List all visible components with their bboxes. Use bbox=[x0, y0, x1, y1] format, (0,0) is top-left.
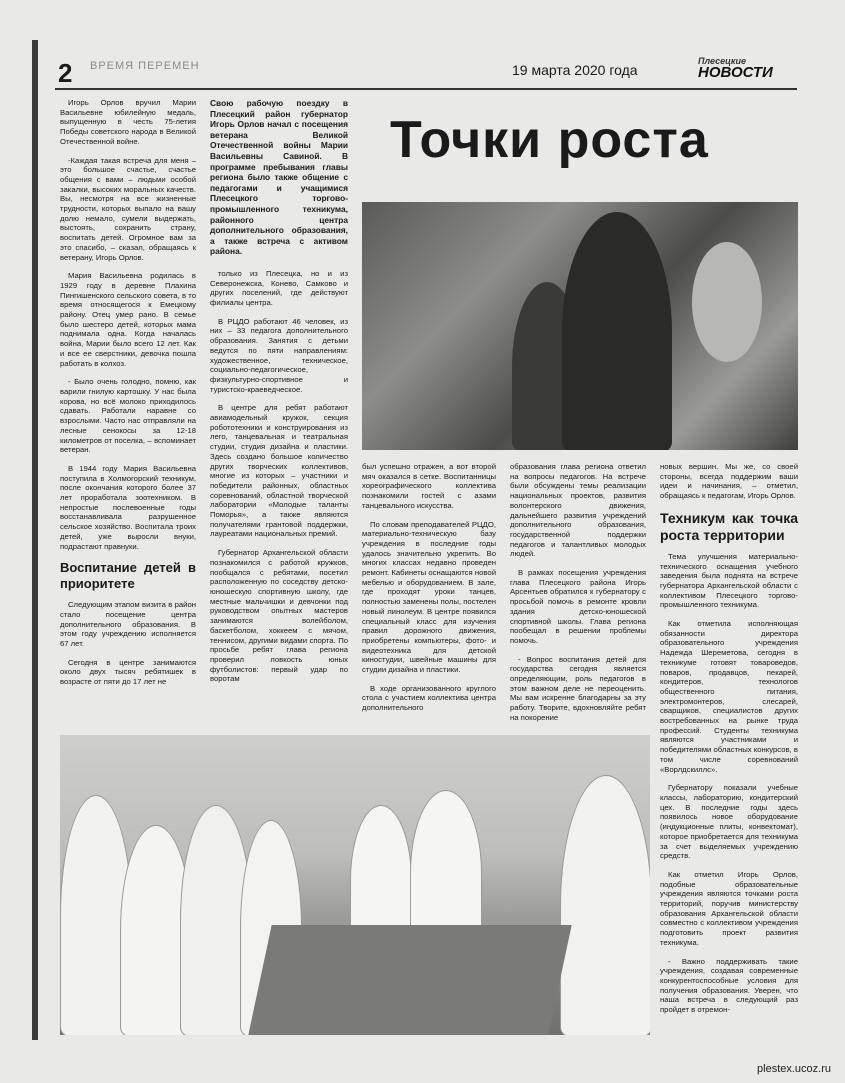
col3-paragraph: В ходе организованного круглого стола с участием коллектива центра дополнительного bbox=[362, 683, 496, 713]
faded-section-heading: ВРЕМЯ ПЕРЕМЕН bbox=[90, 60, 200, 72]
site-watermark: plestex.ucoz.ru bbox=[757, 1063, 831, 1075]
col2-paragraph: только из Плесецка, но и из Северонежска, Конево, Самково и других поселений, где действуют филиалы центра. bbox=[210, 268, 348, 308]
col2-paragraph: Губернатор Архангельской области познакомился с работой кружков, пообщался с ребятами, посетил расположенную по соседству детско-юношескую спортивную школу, где местные мальчишки и девчонки под руководством опытных мастеров занимаются волейболом, баскетболом, хоккеем с мячом, теннисом, другими видами спорта. По просьбе ребят глава региона проверил ловкость юных футболистов: первый удар по воротам bbox=[210, 548, 348, 684]
column-3 bbox=[362, 462, 496, 722]
cook-figure bbox=[560, 775, 650, 1035]
col2-paragraph: В РЦДО работают 46 человек, из них – 33 педагога дополнительного образования. Занятия с детьми ведутся по пяти направлениям: художественное, техническое, социально-педагогическое, физкультурно-спортивное и туристско-краеведческое. bbox=[210, 316, 348, 394]
col5-paragraph: Губернатору показали учебные классы, лабораторию, кондитерский цех. В последние годы здесь появилось новое оборудование (индукционные плиты, конвектомат), которое приобретается для техникума за счет выделяемых учреждению средств. bbox=[660, 783, 798, 861]
subhead-technikum: Техникум как точка роста территории bbox=[660, 509, 798, 543]
col5-paragraph: Как отметила исполняющая обязанности директора образовательного учреждения Надежда Шереметова, сегодня в техникуме готовят товароведов, поваров, продавцов, пекарей, кондитеров, технологов общественного питания, электромонтеров, слесарей, сварщиков, специалистов других востребованных на рынке труда профессий. Студенты техникума являются участниками и победителями областных конкурсов, в том числе соревнований «Ворлдскиллс». bbox=[660, 619, 798, 774]
header-rule bbox=[55, 88, 797, 90]
column-5 bbox=[660, 462, 798, 1024]
col3-paragraph: По словам преподавателей РЦДО, материально-техническую базу учреждения в последние годы удалось значительно укрепить. Во многих классах недавно проведен ремонт. Кабинеты оснащаются новой мебелью и оборудованием. В зале, где проходят уроки танцев, полностью заменены полы, постелен новый линолеум. В центре появился специальный класс для изучения правил дорожного движения, приобретены компьютеры, фото- и видеотехника для детской киностудии, швейные машины для студии дизайна и пластики. bbox=[362, 519, 496, 675]
col1-paragraph: - Было очень голодно, помню, как варили гнилую картошку. У нас была корова, но всё молоко приходилось сдавать. Работали наравне со взрослыми. Часто нас отправляли на лесные сенокосы за 12-18 километров от поселка, – вспоминает ветеран. bbox=[60, 377, 196, 455]
col5-paragraph: Как отметил Игорь Орлов, подобные образовательные учреждения являются точками роста территорий, поручив министерству образования Архангельской области совместно с коллективом учреждения подготовить проект развития техникума. bbox=[660, 869, 798, 947]
col1-paragraph: -Каждая такая встреча для меня – это большое счастье, счастье общения с вами – людьми особой закалки, высоких моральных качеств. Вы, несмотря на все жизненные трудности, которых выпало на вашу долю немало, сумели выдержать, выстоять, сохранить страну, воспитать детей. Огромное вам за это спасибо, – сказал, обращаясь к ветерану, Игорь Орлов. bbox=[60, 155, 196, 262]
issue-date: 19 марта 2020 года bbox=[512, 62, 638, 78]
photo-kitchen-class bbox=[60, 735, 650, 1035]
lead-paragraph: Свою рабочую поездку в Плесецкий район губернатор Игорь Орлов начал с посещения ветерана Великой Отечественной войны Марии Васильевны Савиной. В программе пребывания главы региона было также общение с педагогами и учащимися Плесецкого торгово-промышленного техникума, районного центра дополнительного образования, а также встреча с активом района. bbox=[210, 98, 348, 257]
col3-paragraph: был успешно отражен, а вот второй мяч оказался в сетке. Воспитанницы хореографического коллектива познакомили гостей с азами танцевального искусства. bbox=[362, 462, 496, 510]
work-table bbox=[248, 925, 571, 1035]
col1-paragraph: Мария Васильевна родилась в 1929 году в деревне Плахина Пингишенского сельского совета, в то время относящегося к Емецкому району. Отец умер рано. В семье было шестеро детей, которых мама поднимала одна. Когда началась война, Марии было всего 12 лет. Как и все ее сверстники, девочка пошла работать в колхоз. bbox=[60, 271, 196, 368]
mirror-shape bbox=[692, 242, 762, 362]
logo-line2: НОВОСТИ bbox=[698, 64, 773, 81]
column-2 bbox=[210, 98, 348, 693]
col4-paragraph: образования глава региона ответил на вопросы педагогов. На встрече были обсуждены темы реализации национальных проектов, развития волонтерского движения, дальнейшего развития учреждений дополнительного образования, государственной поддержки педагогов и талантливых молодых людей. bbox=[510, 462, 646, 559]
article-title: Точки роста bbox=[390, 111, 709, 169]
newspaper-logo bbox=[698, 56, 773, 81]
col1-paragraph: Следующим этапом визита в район стало посещение центра дополнительного образования. В этом году учреждению исполняется 67 лет. bbox=[60, 600, 196, 649]
logo-line1: Плесецкие bbox=[698, 56, 746, 66]
col4-paragraph: В рамках посещения учреждения глава Плесецкого района Игорь Арсентьев обратился к губернатору с просьбой помочь в ремонте кровли здания детско-юношеской спортивной школы. Глава региона пообещал в решении проблемы помочь. bbox=[510, 568, 646, 645]
subhead-education: Воспитание детей в приоритете bbox=[60, 560, 196, 592]
governor-figure bbox=[562, 212, 672, 450]
col1-paragraph: Игорь Орлов вручил Марии Васильевне юбилейную медаль, выпущенную в честь 75-летия Победы советского народа в Великой Отечественной войне. bbox=[60, 98, 196, 146]
column-1 bbox=[60, 98, 196, 696]
col1-paragraph: В 1944 году Мария Васильевна поступила в Холмогорский техникум, после окончания которого более 37 лет проработала зоотехником. В непростые послевоенные годы восстанавливала разрушенное сельское хозяйство. Воспитала троих детей, уже выросли внуки, подрастают правнуки. bbox=[60, 463, 196, 551]
column-4 bbox=[510, 462, 646, 732]
photo-governor-with-veteran bbox=[362, 202, 798, 450]
col2-paragraph: В центре для ребят работают авиамодельный кружок, секция робототехники и конструирования из лего, танцевальная и театральная студии, студия дизайна и пластики. Здесь создано большое количество других творческих коллективов, многие из которых – участники и победители районных, областных соревнований, областной творческой лаборатории «Молодые таланты Поморья», а также являются получателями грантовой поддержки, лауреатами национальных премий. bbox=[210, 403, 348, 539]
scan-edge bbox=[32, 40, 38, 1040]
col5-paragraph: новых вершин. Мы же, со своей стороны, всегда поддержим ваши идеи и начинания, – отметил, обращаясь к педагогам, Игорь Орлов. bbox=[660, 462, 798, 501]
page-number: 2 bbox=[58, 58, 73, 88]
col5-paragraph: - Важно поддерживать такие учреждения, создавая современные конкурентоспособные условия для получения образования. Уверен, что наша встреча в следующий раз пройдет в отремон- bbox=[660, 956, 798, 1015]
col1-paragraph: Сегодня в центре занимаются около двух тысяч ребятишек в возрасте от пяти до 17 лет не bbox=[60, 657, 196, 687]
col4-paragraph: - Вопрос воспитания детей для государства сегодня является определяющим, роль педагогов в этом важном деле не переоценить. Мы вам искренне благодарны за эту работу. Творите, вдохновляйте ребят на покорение bbox=[510, 654, 646, 722]
col5-paragraph: Тема улучшения материально-технического оснащения учебного заведения была поднята на встрече губернатора Архангельской области с коллективом Плесецкого торгово-промышленного техникума. bbox=[660, 551, 798, 610]
